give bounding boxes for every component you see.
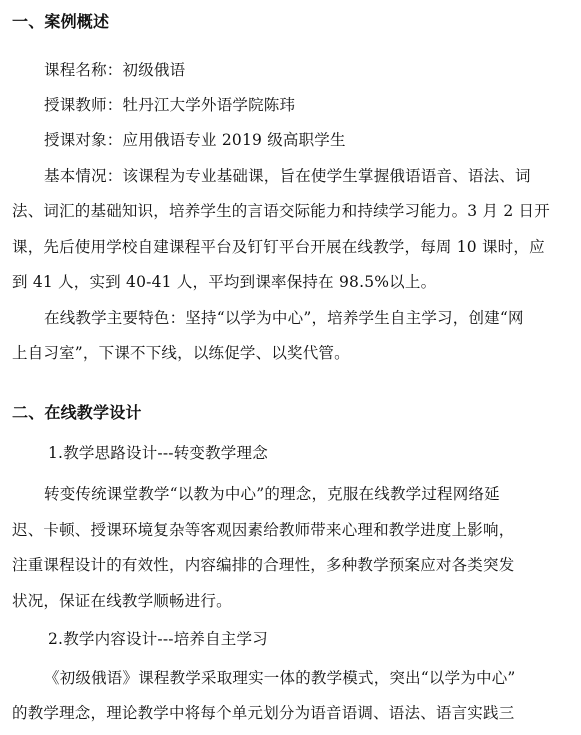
- subheading-teaching-approach: 1.教学思路设计---转变教学理念: [48, 444, 268, 462]
- subheading-content-design: 2.教学内容设计---培养自主学习: [48, 630, 268, 648]
- approach-line-2: 迟、卡顿、授课环境复杂等客观因素给教师带来心理和教学进度上影响，: [12, 521, 515, 539]
- basic-info-line-4: 到 41 人，实到 40-41 人，平均到课率保持在 98.5%以上。: [12, 273, 437, 291]
- approach-line-4: 状况，保证在线教学顺畅进行。: [12, 592, 232, 610]
- basic-info-line-1: 基本情况：该课程为专业基础课，旨在使学生掌握俄语语音、语法、词: [44, 167, 531, 185]
- course-name-line: 课程名称：初级俄语: [44, 61, 186, 79]
- section-heading-design: 二、在线教学设计: [12, 403, 142, 422]
- content-line-1: 《初级俄语》课程教学采取理实一体的教学模式，突出“以学为中心”: [44, 669, 516, 687]
- approach-line-1: 转变传统课堂教学“以教为中心”的理念，克服在线教学过程网络延: [44, 485, 500, 503]
- feature-line-2: 上自习室”，下课不下线，以练促学、以奖代管。: [12, 344, 350, 362]
- teacher-line: 授课教师：牡丹江大学外语学院陈玮: [44, 96, 296, 114]
- basic-info-line-3: 课，先后使用学校自建课程平台及钉钉平台开展在线教学，每周 10 课时，应: [12, 238, 545, 256]
- feature-line-1: 在线教学主要特色：坚持“以学为中心”，培养学生自主学习，创建“网: [44, 309, 524, 327]
- content-line-2: 的教学理念，理论教学中将每个单元划分为语音语调、语法、语言实践三: [12, 704, 515, 722]
- approach-line-3: 注重课程设计的有效性，内容编排的合理性，多种教学预案应对各类突发: [12, 556, 515, 574]
- basic-info-line-2: 法、词汇的基础知识，培养学生的言语交际能力和持续学习能力。3 月 2 日开: [12, 202, 550, 220]
- section-heading-overview: 一、案例概述: [12, 12, 110, 31]
- audience-line: 授课对象：应用俄语专业 2019 级高职学生: [44, 131, 346, 149]
